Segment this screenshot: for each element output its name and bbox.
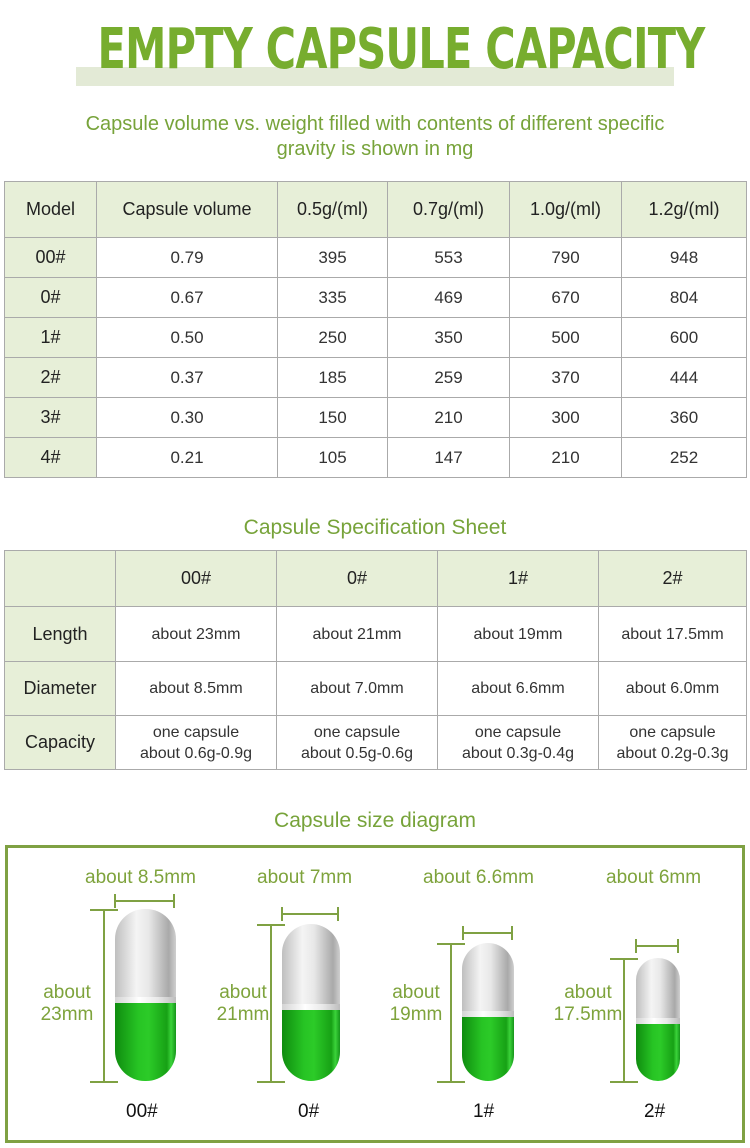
capsule-size-name: 2# bbox=[644, 1101, 666, 1122]
table-cell: 350 bbox=[388, 318, 510, 358]
row-label: Diameter bbox=[5, 662, 116, 716]
column-header: 2# bbox=[599, 551, 747, 607]
table-cell: 335 bbox=[278, 278, 388, 318]
table-cell: 948 bbox=[622, 238, 747, 278]
capacity-line-2: about 0.2g-0.3g bbox=[616, 744, 729, 762]
capacity-line-2: about 0.3g-0.4g bbox=[461, 744, 575, 762]
table-cell: about 6.0mm bbox=[599, 662, 747, 716]
dimension-tick bbox=[437, 1081, 465, 1083]
column-header: 1.0g/(ml) bbox=[510, 182, 622, 238]
diameter-label: about 6.6mm bbox=[423, 867, 534, 888]
length-label-line-1: about bbox=[43, 982, 91, 1003]
table-cell: 469 bbox=[388, 278, 510, 318]
spec-sheet-title: Capsule Specification Sheet bbox=[243, 516, 507, 539]
dimension-tick bbox=[610, 1081, 638, 1083]
capsule-1-image bbox=[462, 943, 514, 1081]
length-label-line-2: 21mm bbox=[216, 1004, 270, 1025]
capacity-line-1: one capsule bbox=[152, 723, 240, 741]
diameter-dimension-line bbox=[281, 913, 339, 915]
table-row bbox=[5, 607, 747, 662]
diameter-label: about 6mm bbox=[606, 867, 702, 888]
dimension-tick bbox=[511, 926, 513, 940]
column-header: Capsule volume bbox=[97, 182, 278, 238]
row-label: Length bbox=[5, 607, 116, 662]
table-cell: about 21mm bbox=[277, 607, 438, 662]
column-header: 0# bbox=[277, 551, 438, 607]
table-cell: 0.37 bbox=[97, 358, 278, 398]
length-dimension-line bbox=[450, 943, 452, 1083]
capacity-line-1: one capsule bbox=[313, 723, 401, 741]
table-cell bbox=[116, 716, 277, 770]
model-cell: 0# bbox=[5, 278, 97, 318]
table-cell: 185 bbox=[278, 358, 388, 398]
table-row bbox=[5, 662, 747, 716]
table-cell: 300 bbox=[510, 398, 622, 438]
column-header bbox=[5, 551, 116, 607]
page-subtitle bbox=[40, 112, 710, 162]
table-cell: 600 bbox=[622, 318, 747, 358]
capsule-size-name: 1# bbox=[473, 1101, 495, 1122]
table-row bbox=[5, 398, 747, 438]
length-label-line-1: about bbox=[564, 982, 612, 1003]
table-cell: 804 bbox=[622, 278, 747, 318]
table-cell: 790 bbox=[510, 238, 622, 278]
table-cell: about 6.6mm bbox=[438, 662, 599, 716]
dimension-tick bbox=[677, 939, 679, 953]
table-cell: 0.67 bbox=[97, 278, 278, 318]
capsule-size-diagram bbox=[5, 845, 745, 1143]
length-label-line-1: about bbox=[219, 982, 267, 1003]
diameter-dimension-line bbox=[462, 932, 513, 934]
table-row bbox=[5, 318, 747, 358]
dimension-tick bbox=[635, 939, 637, 953]
dimension-tick bbox=[281, 907, 283, 921]
table-cell: 0.21 bbox=[97, 438, 278, 478]
capsule-0-image bbox=[282, 924, 340, 1081]
column-header: 00# bbox=[116, 551, 277, 607]
capsule-size-name: 00# bbox=[126, 1101, 158, 1122]
table-cell: 0.79 bbox=[97, 238, 278, 278]
length-dimension-line bbox=[103, 909, 105, 1083]
table-cell: 210 bbox=[510, 438, 622, 478]
length-label-line-2: 17.5mm bbox=[553, 1004, 623, 1025]
table-cell: 670 bbox=[510, 278, 622, 318]
table-cell: 395 bbox=[278, 238, 388, 278]
table-cell: 150 bbox=[278, 398, 388, 438]
capsule-size-name: 0# bbox=[298, 1101, 320, 1122]
table-row bbox=[5, 278, 747, 318]
table-cell: 250 bbox=[278, 318, 388, 358]
diagram-title: Capsule size diagram bbox=[274, 809, 476, 832]
table-cell: about 19mm bbox=[438, 607, 599, 662]
diameter-label: about 7mm bbox=[257, 867, 353, 888]
diameter-label: about 8.5mm bbox=[85, 867, 196, 888]
table-header-row bbox=[5, 182, 747, 238]
capacity-line-2: about 0.6g-0.9g bbox=[139, 744, 253, 762]
model-cell: 00# bbox=[5, 238, 97, 278]
table-cell: 553 bbox=[388, 238, 510, 278]
length-label bbox=[553, 982, 623, 1026]
length-dimension-line bbox=[623, 958, 625, 1083]
dimension-tick bbox=[173, 894, 175, 908]
dimension-tick bbox=[114, 894, 116, 908]
table-row bbox=[5, 438, 747, 478]
dimension-tick bbox=[90, 1081, 118, 1083]
table-cell: 500 bbox=[510, 318, 622, 358]
table-cell: 370 bbox=[510, 358, 622, 398]
table-cell bbox=[599, 716, 747, 770]
table-cell: 210 bbox=[388, 398, 510, 438]
capsule-2-image bbox=[636, 958, 680, 1081]
table-cell bbox=[277, 716, 438, 770]
table-cell: 360 bbox=[622, 398, 747, 438]
column-header: 0.7g/(ml) bbox=[388, 182, 510, 238]
capacity-table bbox=[4, 181, 747, 478]
subtitle-line-1: Capsule volume vs. weight filled with contents of different specific bbox=[85, 113, 665, 135]
diameter-dimension-line bbox=[635, 945, 679, 947]
table-cell bbox=[438, 716, 599, 770]
diameter-dimension-line bbox=[114, 900, 175, 902]
table-cell: 0.50 bbox=[97, 318, 278, 358]
table-cell: 0.30 bbox=[97, 398, 278, 438]
table-cell: about 17.5mm bbox=[599, 607, 747, 662]
capacity-line-1: one capsule bbox=[629, 723, 716, 741]
table-cell: 105 bbox=[278, 438, 388, 478]
page-title: EMPTY CAPSULE CAPACITY bbox=[97, 17, 705, 82]
capacity-line-1: one capsule bbox=[474, 723, 562, 741]
table-header-row bbox=[5, 551, 747, 607]
column-header: Model bbox=[5, 182, 97, 238]
length-label-line-2: 19mm bbox=[389, 1004, 443, 1025]
subtitle-line-2: gravity is shown in mg bbox=[276, 138, 474, 160]
model-cell: 2# bbox=[5, 358, 97, 398]
length-label bbox=[212, 982, 274, 1026]
length-label-line-2: 23mm bbox=[40, 1004, 94, 1025]
column-header: 0.5g/(ml) bbox=[278, 182, 388, 238]
table-cell: 444 bbox=[622, 358, 747, 398]
table-cell: about 23mm bbox=[116, 607, 277, 662]
table-cell: about 8.5mm bbox=[116, 662, 277, 716]
model-cell: 3# bbox=[5, 398, 97, 438]
dimension-tick bbox=[462, 926, 464, 940]
model-cell: 4# bbox=[5, 438, 97, 478]
row-label: Capacity bbox=[5, 716, 116, 770]
model-cell: 1# bbox=[5, 318, 97, 358]
table-cell: 252 bbox=[622, 438, 747, 478]
page-header bbox=[0, 14, 750, 86]
table-cell: about 7.0mm bbox=[277, 662, 438, 716]
table-row bbox=[5, 238, 747, 278]
table-row bbox=[5, 358, 747, 398]
length-label bbox=[385, 982, 447, 1026]
capsule-00-image bbox=[115, 909, 176, 1081]
column-header: 1.2g/(ml) bbox=[622, 182, 747, 238]
table-cell: 259 bbox=[388, 358, 510, 398]
spec-sheet-table bbox=[4, 550, 747, 770]
length-label bbox=[34, 982, 100, 1026]
dimension-tick bbox=[337, 907, 339, 921]
column-header: 1# bbox=[438, 551, 599, 607]
length-label-line-1: about bbox=[392, 982, 440, 1003]
capacity-line-2: about 0.5g-0.6g bbox=[300, 744, 414, 762]
table-cell: 147 bbox=[388, 438, 510, 478]
dimension-tick bbox=[257, 1081, 285, 1083]
table-row bbox=[5, 716, 747, 770]
